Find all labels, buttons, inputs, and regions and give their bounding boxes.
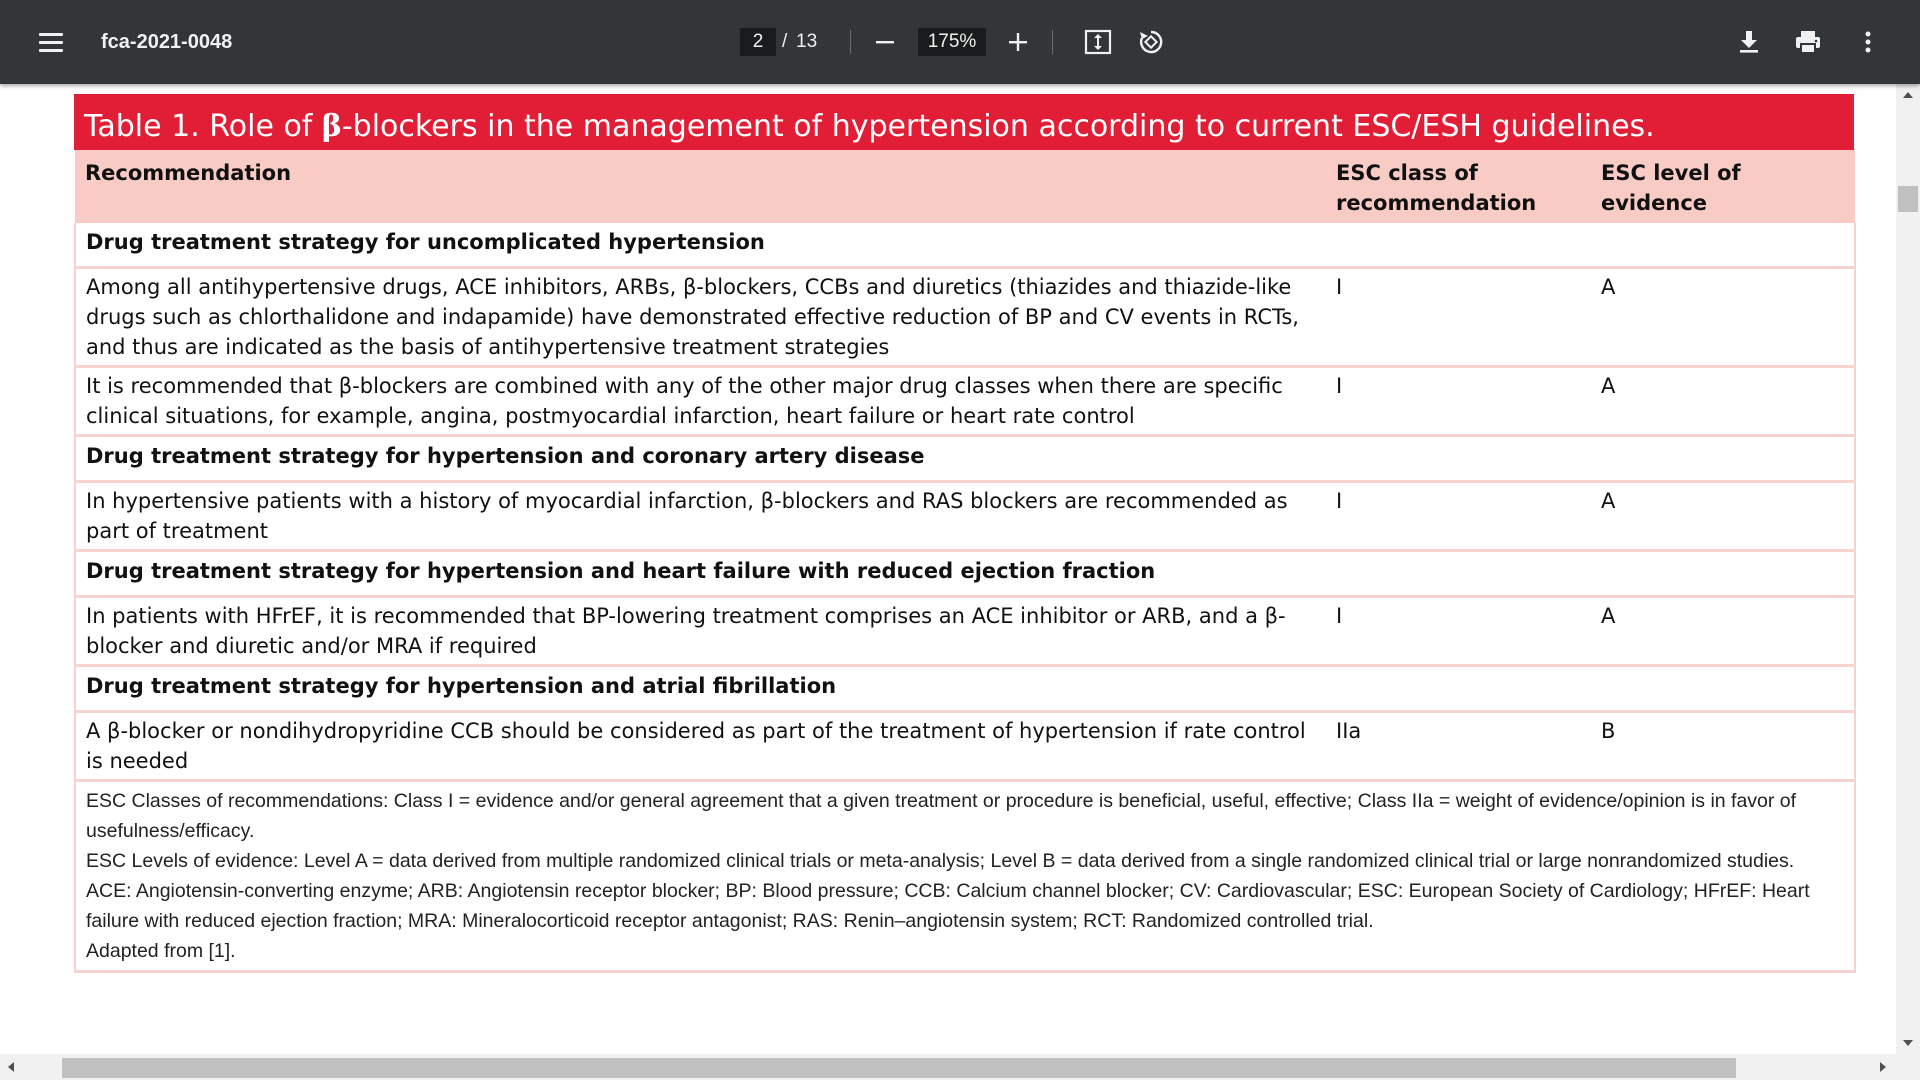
table-section-row bbox=[75, 666, 1855, 712]
table-header-row bbox=[75, 150, 1855, 223]
more-vertical-icon[interactable] bbox=[1848, 22, 1888, 62]
section-heading: Drug treatment strategy for hypertension and coronary artery disease bbox=[75, 436, 1855, 482]
document-title: fca-2021-0048 bbox=[101, 30, 233, 53]
page-number-input[interactable] bbox=[740, 28, 776, 56]
footnote-levels: ESC Levels of evidence: Level A = data derived from multiple randomized clinical trials or meta-analysis; Level B = data derived from a single randomized clinical trial or large nonrandomized studies. bbox=[86, 850, 1795, 872]
table-section-row bbox=[75, 436, 1855, 482]
section-heading: Drug treatment strategy for uncomplicated hypertension bbox=[86, 230, 765, 254]
class-cell: I bbox=[1326, 367, 1591, 436]
section-heading: Drug treatment strategy for hypertension and atrial fibrillation bbox=[75, 666, 1855, 712]
table-footnotes bbox=[75, 781, 1855, 972]
table-title bbox=[74, 94, 1854, 150]
class-cell: I bbox=[1326, 597, 1591, 666]
table-row bbox=[75, 482, 1855, 551]
table-row bbox=[75, 367, 1855, 436]
rotate-icon[interactable] bbox=[1131, 22, 1171, 62]
scroll-left-arrow-icon[interactable] bbox=[8, 1062, 14, 1072]
column-header: ESC class of recommendation bbox=[1326, 150, 1591, 223]
recommendations-table bbox=[74, 150, 1856, 973]
zoom-level-input[interactable]: 175% bbox=[918, 28, 986, 56]
toolbar-divider bbox=[850, 30, 851, 54]
page-total: 13 bbox=[796, 31, 818, 52]
recommendation-cell: In hypertensive patients with a history of myocardial infarction, β-blockers and RAS blockers are recommended as part of treatment bbox=[75, 482, 1326, 551]
section-heading: Drug treatment strategy for hypertension and heart failure with reduced ejection fraction bbox=[75, 551, 1855, 597]
table-row bbox=[75, 268, 1855, 367]
class-cell: I bbox=[1326, 482, 1591, 551]
class-cell: I bbox=[1326, 268, 1591, 367]
download-icon[interactable] bbox=[1729, 22, 1769, 62]
table-row bbox=[75, 712, 1855, 781]
scroll-up-arrow-icon[interactable] bbox=[1903, 92, 1913, 98]
scroll-down-arrow-icon[interactable] bbox=[1903, 1040, 1913, 1046]
level-cell: A bbox=[1591, 482, 1855, 551]
table-footer-row bbox=[75, 781, 1855, 972]
footnote-abbreviations: ACE: Angiotensin-converting enzyme; ARB: Angiotensin receptor blocker; BP: Blood pressure; CCB: Calcium channel blocker; CV: Cardiovascular; ESC: European Society of Cardiology; HFrEF: Heart failure with reduced ejection fraction; MRA: Mineralocorticoid receptor antagonist; RAS: Renin–angiotensin system; RCT: Randomized controlled trial. bbox=[86, 880, 1810, 932]
recommendation-cell: A β-blocker or nondihydropyridine CCB should be considered as part of the treatment of hypertension if rate control is needed bbox=[75, 712, 1326, 781]
horizontal-scrollbar-thumb[interactable] bbox=[62, 1058, 1736, 1078]
column-header: ESC level of evidence bbox=[1591, 150, 1855, 223]
table-title-beta: β bbox=[321, 109, 342, 144]
level-cell: A bbox=[1591, 597, 1855, 666]
scroll-right-arrow-icon[interactable] bbox=[1880, 1062, 1886, 1072]
table-section-row bbox=[75, 551, 1855, 597]
recommendation-cell: It is recommended that β-blockers are combined with any of the other major drug classes when there are specific clinical situations, for example, angina, postmyocardial infarction, heart failure or heart rate control bbox=[75, 367, 1326, 436]
table-row bbox=[75, 597, 1855, 666]
level-cell: B bbox=[1591, 712, 1855, 781]
hamburger-menu-icon[interactable] bbox=[36, 24, 66, 60]
vertical-scrollbar-thumb[interactable] bbox=[1898, 186, 1918, 212]
minus-icon[interactable] bbox=[865, 22, 905, 62]
table-title-suffix: -blockers in the management of hypertension according to current ESC/ESH guidelines. bbox=[341, 109, 1655, 144]
level-cell: A bbox=[1591, 268, 1855, 367]
fit-to-page-icon[interactable] bbox=[1078, 22, 1118, 62]
toolbar-divider bbox=[1052, 30, 1053, 54]
footnote-classes: ESC Classes of recommendations: Class I = evidence and/or general agreement that a given treatment or procedure is beneficial, useful, effective; Class IIa = weight of evidence/opinion is in favor of usefulness/efficacy. bbox=[86, 790, 1797, 842]
table-section-row bbox=[75, 223, 1855, 268]
column-header: Recommendation bbox=[75, 150, 1326, 223]
footnote-source: Adapted from [1]. bbox=[86, 940, 236, 962]
vertical-scrollbar[interactable] bbox=[1896, 84, 1920, 1054]
table-title-prefix: Table 1. Role of bbox=[84, 109, 322, 144]
page-separator: / bbox=[782, 31, 788, 52]
level-cell: A bbox=[1591, 367, 1855, 436]
recommendation-cell: Among all antihypertensive drugs, ACE inhibitors, ARBs, β-blockers, CCBs and diuretics (thiazides and thiazide-like drugs such as chlorthalidone and indapamide) have demonstrated effective reduction of BP and CV events in RCTs, and thus are indicated as the basis of antihypertensive treatment strategies bbox=[75, 268, 1326, 367]
pdf-page-content bbox=[74, 94, 1854, 973]
plus-icon[interactable] bbox=[998, 22, 1038, 62]
recommendation-cell: In patients with HFrEF, it is recommended that BP-lowering treatment comprises an ACE inhibitor or ARB, and a β-blocker and diuretic and/or MRA if required bbox=[75, 597, 1326, 666]
print-icon[interactable] bbox=[1788, 22, 1828, 62]
class-cell: IIa bbox=[1326, 712, 1591, 781]
pdf-toolbar bbox=[0, 0, 1920, 84]
